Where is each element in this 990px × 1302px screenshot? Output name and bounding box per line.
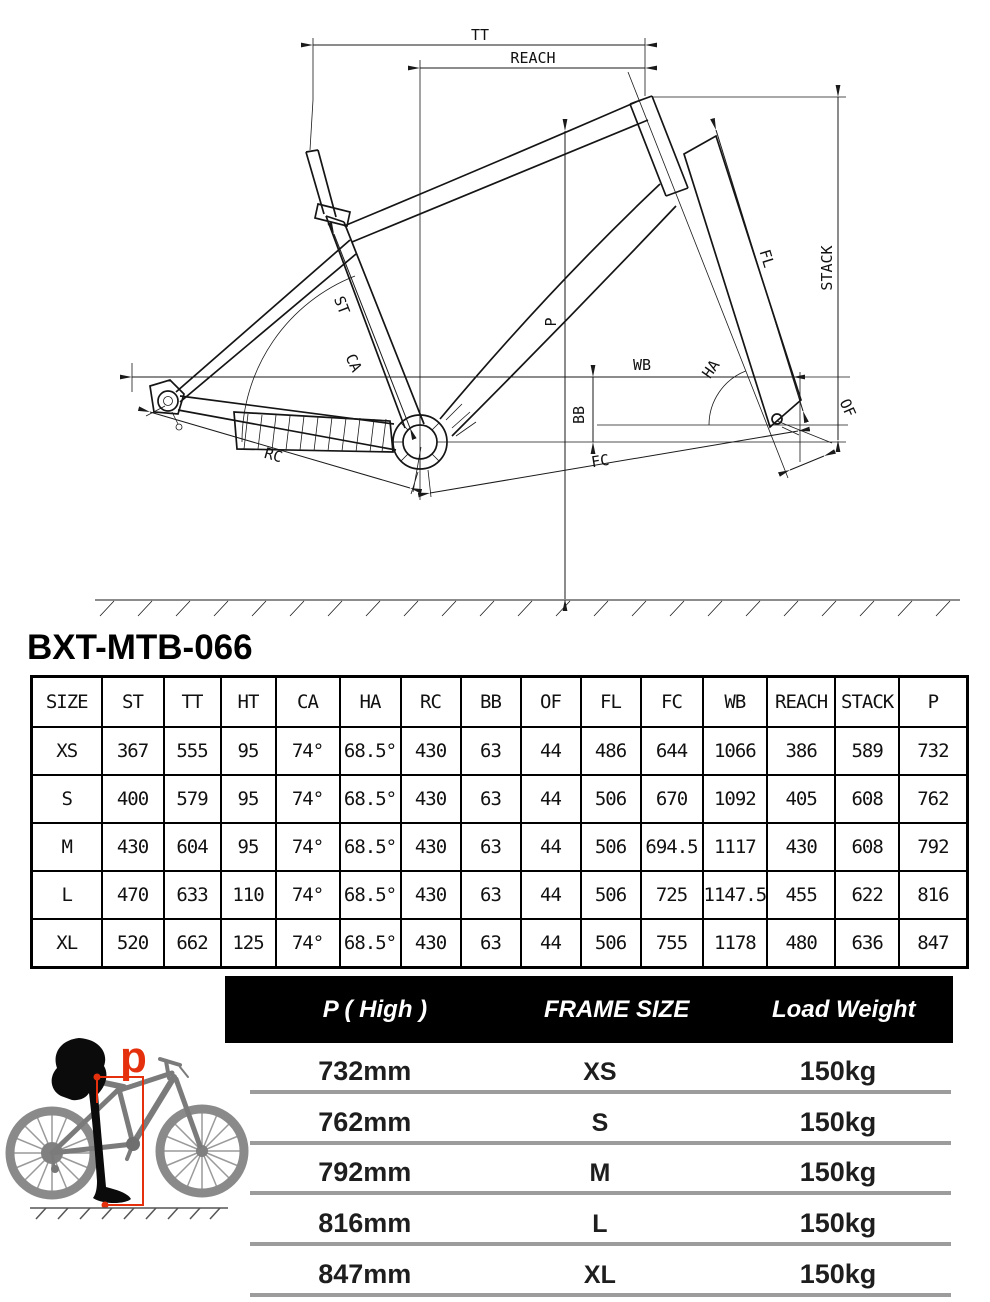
size-table-header-frame-size: FRAME SIZE [543,995,690,1023]
ground-line [95,600,960,616]
geometry-cell: 63 [461,823,521,871]
geometry-cell: 74° [276,823,340,871]
dimension-label-p: P [542,317,560,327]
geometry-cell: XL [32,919,102,968]
geometry-col-header: HA [340,677,401,728]
frame-geometry-diagram [0,0,990,625]
geometry-cell: 455 [767,871,835,919]
dimension-label-of: OF [835,396,860,420]
geometry-col-header: SIZE [32,677,102,728]
size-table-row [225,1094,953,1145]
geometry-col-header: P [899,677,967,728]
geometry-cell: 44 [521,823,581,871]
dimension-label-bb: BB [570,405,588,425]
size-table-header [225,976,953,1043]
geometry-col-header: CA [276,677,340,728]
geometry-cell: 1066 [703,727,768,775]
geometry-cell: 555 [164,727,221,775]
p-label: p [120,1033,147,1082]
geometry-cell: 694.5 [641,823,703,871]
geometry-cell: 68.5° [340,775,401,823]
geometry-col-header: FC [641,677,703,728]
size-row-frame-size: S [591,1108,609,1137]
geometry-cell: 63 [461,919,521,968]
size-row-frame-size: M [589,1159,611,1188]
geometry-cell: 732 [899,727,967,775]
geometry-cell: 386 [767,727,835,775]
geometry-cell: 1117 [703,823,768,871]
geometry-row [32,823,968,871]
dimension-label-rc: RC [262,444,285,467]
geometry-cell: 68.5° [340,871,401,919]
geometry-cell: L [32,871,102,919]
dimension-label-ca: CA [341,350,366,375]
page-title: BXT-MTB-066 [27,628,253,667]
geometry-cell: 95 [221,727,276,775]
geometry-cell: 125 [221,919,276,968]
geometry-col-header: BB [461,677,521,728]
geometry-cell: 68.5° [340,919,401,968]
geometry-col-header: RC [401,677,461,728]
geometry-cell: 633 [164,871,221,919]
geometry-cell: 68.5° [340,727,401,775]
geometry-cell: 44 [521,871,581,919]
figure-ground-line [30,1208,228,1219]
geometry-cell: 762 [899,775,967,823]
geometry-cell: 74° [276,919,340,968]
geometry-cell: 470 [102,871,164,919]
geometry-table [30,675,969,969]
size-table-row [225,1246,953,1297]
geometry-cell: 405 [767,775,835,823]
geometry-cell: 400 [102,775,164,823]
geometry-cell: 506 [581,823,641,871]
geometry-cell: 506 [581,871,641,919]
dimension-label-stack: STACK [818,245,836,291]
geometry-cell: 506 [581,919,641,968]
geometry-cell: 95 [221,823,276,871]
geometry-cell: M [32,823,102,871]
size-row-load-weight: 150kg [799,1208,877,1239]
dimension-label-fc: FC [589,450,611,472]
geometry-cell: 63 [461,871,521,919]
geometry-cell: XS [32,727,102,775]
geometry-cell: 816 [899,871,967,919]
size-row-p-value: 732mm [318,1055,412,1086]
geometry-col-header: ST [102,677,164,728]
geometry-cell: 604 [164,823,221,871]
size-row-p-value: 816mm [318,1208,412,1239]
geometry-cell: 74° [276,727,340,775]
geometry-cell: 44 [521,727,581,775]
size-row-load-weight: 150kg [799,1106,877,1137]
geometry-cell: 1178 [703,919,768,968]
size-table-row [225,1145,953,1196]
geometry-cell: 520 [102,919,164,968]
dimension-label-ha: HA [698,356,724,382]
reference-lines [132,38,850,500]
geometry-cell: 1147.5 [703,871,768,919]
geometry-cell: 44 [521,775,581,823]
dimension-label-fl: FL [755,247,779,270]
geometry-cell: 430 [401,919,461,968]
dimension-lines [132,45,838,599]
geometry-col-header: TT [164,677,221,728]
geometry-cell: 430 [401,871,461,919]
geometry-col-header: HT [221,677,276,728]
geometry-cell: 636 [835,919,899,968]
bike-fit-figure [0,1025,270,1230]
dimension-label-wb: WB [632,356,652,374]
size-row-p-value: 847mm [318,1258,412,1289]
geometry-cell: 622 [835,871,899,919]
geometry-cell: 579 [164,775,221,823]
geometry-cell: 95 [221,775,276,823]
geometry-cell: 430 [401,727,461,775]
geometry-cell: 670 [641,775,703,823]
geometry-cell: 847 [899,919,967,968]
geometry-cell: 68.5° [340,823,401,871]
size-row-frame-size: XS [583,1057,617,1086]
geometry-row [32,775,968,823]
geometry-row [32,727,968,775]
geometry-cell: 430 [102,823,164,871]
size-row-frame-size: L [592,1210,608,1239]
size-table-row [225,1195,953,1246]
bike-frame-drawing [150,96,801,469]
geometry-cell: 662 [164,919,221,968]
geometry-cell: 644 [641,727,703,775]
geometry-cell: 367 [102,727,164,775]
dimension-label-reach: REACH [510,49,556,67]
geometry-cell: 430 [401,775,461,823]
geometry-cell: 608 [835,823,899,871]
geometry-col-header: OF [521,677,581,728]
geometry-cell: 506 [581,775,641,823]
geometry-col-header: STACK [835,677,899,728]
size-row-p-value: 792mm [318,1157,412,1188]
geometry-cell: 755 [641,919,703,968]
size-row-load-weight: 150kg [799,1157,877,1188]
size-row-p-value: 762mm [318,1106,412,1137]
geometry-cell: 725 [641,871,703,919]
geometry-col-header: WB [703,677,768,728]
geometry-row [32,871,968,919]
geometry-cell: 110 [221,871,276,919]
geometry-col-header: FL [581,677,641,728]
geometry-cell: 430 [767,823,835,871]
geometry-cell: 44 [521,919,581,968]
size-table-rows [225,1043,953,1297]
size-table-row [225,1043,953,1094]
geometry-row [32,919,968,968]
geometry-cell: 486 [581,727,641,775]
size-table-header-load-weight: Load Weight [772,995,916,1023]
geometry-cell: 608 [835,775,899,823]
geometry-cell: 480 [767,919,835,968]
size-row-frame-size: XL [583,1260,616,1289]
geometry-cell: 74° [276,871,340,919]
row-divider [250,1293,951,1297]
dimension-label-st: ST [330,293,354,317]
geometry-cell: 63 [461,727,521,775]
geometry-cell: 63 [461,775,521,823]
geometry-cell: S [32,775,102,823]
size-table-header-p: P ( High ) [322,995,428,1023]
geometry-cell: 589 [835,727,899,775]
size-row-load-weight: 150kg [799,1258,877,1289]
geometry-cell: 792 [899,823,967,871]
geometry-col-header: REACH [767,677,835,728]
geometry-cell: 1092 [703,775,768,823]
size-row-load-weight: 150kg [799,1055,877,1086]
geometry-cell: 74° [276,775,340,823]
geometry-cell: 430 [401,823,461,871]
dimension-label-tt: TT [470,26,490,44]
